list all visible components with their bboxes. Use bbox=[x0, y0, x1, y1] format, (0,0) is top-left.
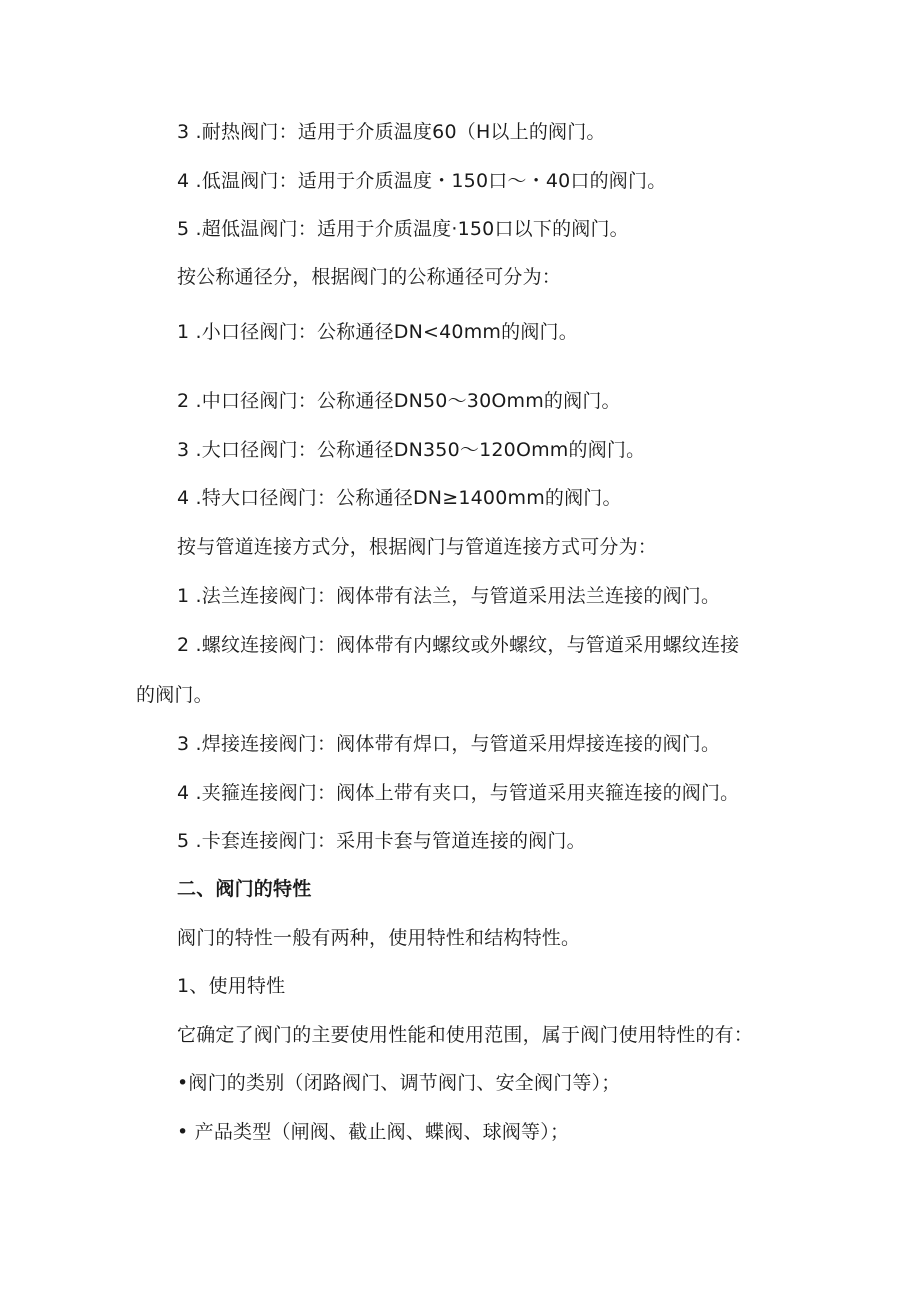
text-line-large-diameter-valve: 3 .大口径阀门：公称通径DN350〜120Omm的阀门。 bbox=[177, 439, 646, 461]
text-line-clamp-connection-valve: 4 .夹箍连接阀门：阀体上带有夹口，与管道采用夹箍连接的阀门。 bbox=[177, 782, 740, 804]
text-line-extra-large-diameter-valve: 4 .特大口径阀门：公称通径DN≥1400mm的阀门。 bbox=[177, 487, 622, 509]
text-line-medium-diameter-valve: 2 .中口径阀门：公称通径DN50〜30Omm的阀门。 bbox=[177, 390, 621, 412]
text-line-two-characteristics: 阀门的特性一般有两种，使用特性和结构特性。 bbox=[177, 927, 581, 949]
text-line-thread-connection-valve: 2 .螺纹连接阀门：阀体带有内螺纹或外螺纹，与管道采用螺纹连接 bbox=[177, 634, 740, 656]
text-line-low-temp-valve: 4 .低温阀门：适用于介质温度・150口〜・40口的阀门。 bbox=[177, 170, 667, 192]
text-line-by-nominal-diameter: 按公称通径分，根据阀门的公称通径可分为： bbox=[177, 266, 562, 288]
section-heading-valve-characteristics: 二、阀门的特性 bbox=[177, 878, 312, 900]
subheading-usage-characteristics: 1、使用特性 bbox=[177, 975, 286, 997]
text-line-small-diameter-valve: 1 .小口径阀门：公称通径DN<40mm的阀门。 bbox=[177, 321, 578, 343]
text-line-by-connection-type: 按与管道连接方式分，根据阀门与管道连接方式可分为： bbox=[177, 536, 658, 558]
text-line-thread-connection-continued: 的阀门。 bbox=[136, 684, 213, 706]
bullet-item-valve-category: •阀门的类别（闭路阀门、调节阀门、安全阀门等）； bbox=[177, 1072, 621, 1094]
text-line-usage-definition: 它确定了阀门的主要使用性能和使用范围，属于阀门使用特性的有： bbox=[177, 1024, 754, 1046]
text-line-welded-connection-valve: 3 .焊接连接阀门：阀体带有焊口，与管道采用焊接连接的阀门。 bbox=[177, 733, 721, 755]
bullet-item-product-type: • 产品类型（闸阀、截止阀、蝶阀、球阀等）； bbox=[177, 1121, 570, 1143]
text-line-flange-connection-valve: 1 .法兰连接阀门：阀体带有法兰，与管道采用法兰连接的阀门。 bbox=[177, 585, 721, 607]
text-line-heat-resistant-valve: 3 .耐热阀门：适用于介质温度60（H以上的阀门。 bbox=[177, 121, 606, 143]
text-line-ultra-low-temp-valve: 5 .超低温阀门：适用于介质温度·150口以下的阀门。 bbox=[177, 218, 629, 240]
text-line-ferrule-connection-valve: 5 .卡套连接阀门：采用卡套与管道连接的阀门。 bbox=[177, 830, 586, 852]
